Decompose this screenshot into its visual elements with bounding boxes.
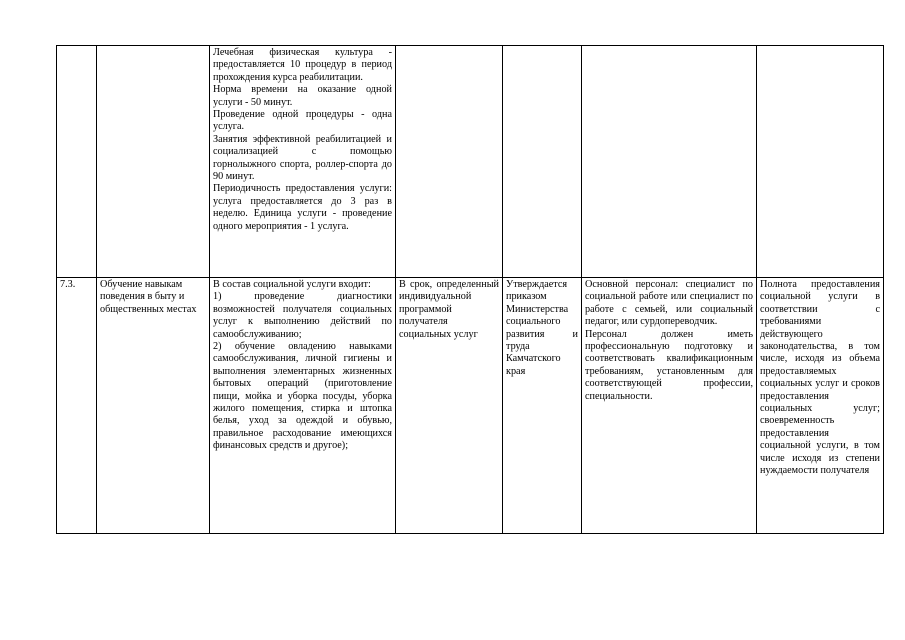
- cell-number: 7.3.: [57, 278, 97, 534]
- cell-tariff: Утверждается приказом Министерства социального развития и труда Камчатского края: [503, 278, 582, 534]
- content-paragraph: 2) обучение овладению навыками самообслуживания, личной гигиены и выполнения элементарных жизненных бытовых операций (приготовление пищи, мойка и уборка посуды, уборка жилого помещения, стирка и штопка белья, уход за одеждой и обувью, правильное расходование имеющихся финансовых средств и другое);: [213, 341, 392, 452]
- cell-number: [57, 46, 97, 278]
- content-paragraph: Занятия эффективной реабилитацией и социализацией с помощью горнолыжного спорта, роллер-спорта до 90 минут.: [213, 133, 392, 183]
- staff-paragraph: Персонал должен иметь профессиональную подготовку и соответствовать квалификационным требованиям, установленным для соответствующей профессии, специальности.: [585, 328, 753, 402]
- content-paragraph: Периодичность предоставления услуги: услуга предоставляется до 3 раз в неделю. Единица услуги - проведение одного мероприятия - 1 услуга.: [213, 183, 392, 232]
- cell-staff: [582, 278, 757, 534]
- cell-quality: [757, 46, 884, 278]
- cell-quality: Полнота предоставления социальной услуги в соответствии с требованиями действующего законодательства, в том числе, исходя из объема предоставляемых социальных услуг и сроков предоставления социальных услуг; своевременность предоставления социальной услуги, в том числе исходя из степени нуждаемости получателя: [757, 278, 884, 534]
- content-paragraph: 1) проведение диагностики возможностей получателя социальных услуг к выполнению действий по самообслуживанию;: [213, 291, 392, 340]
- table-row: [57, 46, 884, 278]
- cell-service-content: [210, 278, 396, 534]
- content-paragraph: Норма времени на оказание одной услуги - 50 минут.: [213, 84, 392, 108]
- content-paragraph: В состав социальной услуги входит:: [213, 279, 371, 290]
- services-table: [56, 45, 884, 534]
- cell-staff: [582, 46, 757, 278]
- content-paragraph: Лечебная физическая культура - предоставляется 10 процедур в период прохождения курса реабилитации.: [213, 47, 392, 83]
- staff-paragraph: Основной персонал: специалист по социальной работе или специалист по работе с семьей, или социальный педагог, или сурдопереводчик.: [585, 279, 753, 328]
- cell-term: В срок, определенный индивидуальной программой получателя социальных услуг: [396, 278, 503, 534]
- content-paragraph: Проведение одной процедуры - одна услуга.: [213, 109, 392, 133]
- cell-service-name: [97, 46, 210, 278]
- cell-service-name: Обучение навыкам поведения в быту и общественных местах: [97, 278, 210, 534]
- cell-term: [396, 46, 503, 278]
- cell-tariff: [503, 46, 582, 278]
- table-row: [57, 278, 884, 534]
- cell-service-content: [210, 46, 396, 278]
